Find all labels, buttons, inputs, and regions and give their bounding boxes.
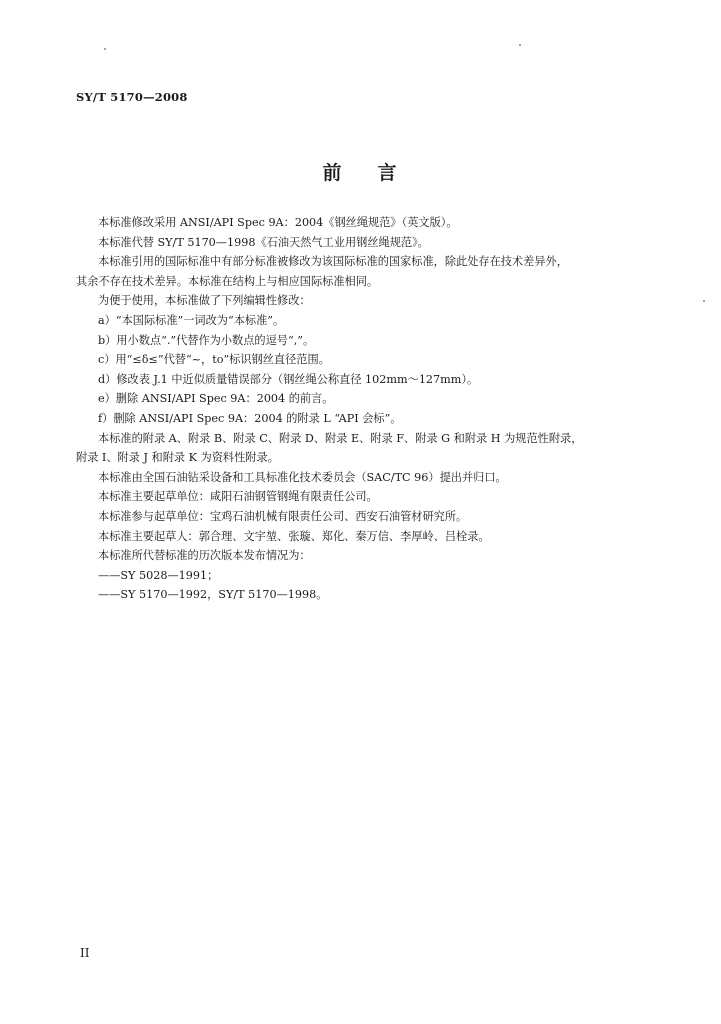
paragraph: d）修改表 J.1 中近似质量错误部分（钢丝绳公称直径 102mm～127mm）。 [98,372,479,386]
paragraph: 附录 I、附录 J 和附录 K 为资料性附录。 [76,451,279,465]
scan-speck [703,300,705,302]
paragraph: 本标准所代替标准的历次版本发布情况为： [98,549,311,563]
paragraph: c）用“≤δ≤”代替“~，to”标识钢丝直径范围。 [98,353,330,367]
paragraph: 本标准主要起草单位：咸阳石油钢管钢绳有限责任公司。 [98,490,378,504]
paragraph: 本标准引用的国际标准中有部分标准被修改为该国际标准的国家标准，除此处存在技术差异外， [98,255,568,269]
scan-speck [519,44,521,46]
preface-body [76,213,646,605]
paragraph: a）“本国际标准”一词改为“本标准”。 [98,313,285,327]
scan-speck [104,48,106,50]
paragraph: 本标准的附录 A、附录 B、附录 C、附录 D、附录 E、附录 F、附录 G 和附录 H 为规范性附录， [98,431,583,445]
paragraph: e）删除 ANSI/API Spec 9A：2004 的前言。 [98,392,334,406]
paragraph: 本标准由全国石油钻采设备和工具标准化技术委员会（SAC/TC 96）提出并归口。 [98,470,507,484]
paragraph: f）删除 ANSI/API Spec 9A：2004 的附录 L “API 会标”。 [98,411,402,425]
paragraph: 本标准参与起草单位：宝鸡石油机械有限责任公司、西安石油管材研究所。 [98,509,468,523]
paragraph: ——SY 5028—1991； [98,568,219,582]
paragraph: 本标准主要起草人：郭合理、文宇堃、张璇、郑化、秦万信、李厚岭、吕栓录。 [98,529,490,543]
page-number: II [80,946,90,960]
paragraph: ——SY 5170—1992，SY/T 5170—1998。 [98,588,328,602]
paragraph: 本标准修改采用 ANSI/API Spec 9A：2004《钢丝绳规范》（英文版）。 [98,216,458,229]
paragraph: b）用小数点“.”代替作为小数点的逗号“,”。 [98,333,315,347]
paragraph: 为便于使用，本标准做了下列编辑性修改： [98,294,311,308]
title-char-1: 前 [322,162,344,184]
page-title [0,158,721,185]
title-char-2: 言 [377,162,399,184]
standard-code: SY/T 5170—2008 [76,90,188,104]
paragraph: 本标准代替 SY/T 5170—1998《石油天然气工业用钢丝绳规范》。 [98,235,429,249]
paragraph: 其余不存在技术差异。本标准在结构上与相应国际标准相同。 [76,274,379,288]
